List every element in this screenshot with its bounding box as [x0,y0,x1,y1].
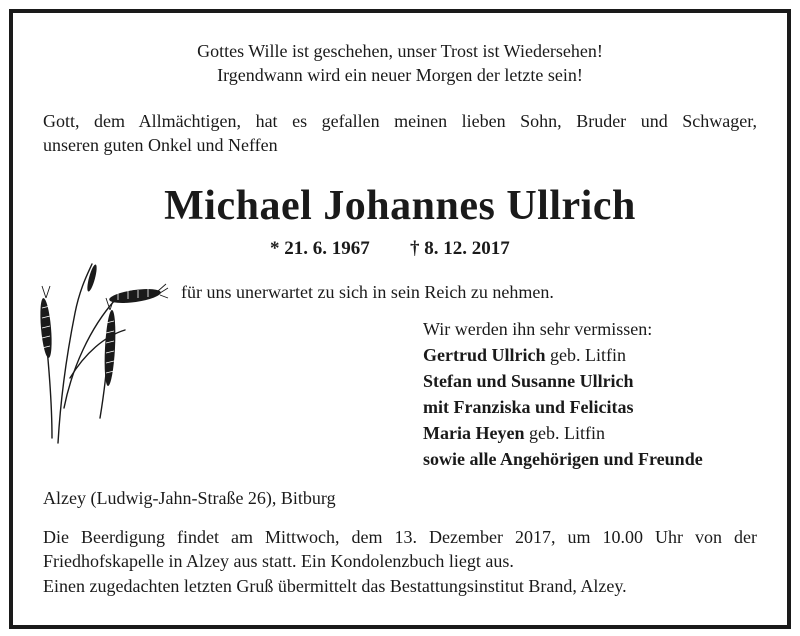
address: Alzey (Ludwig-Jahn-Straße 26), Bitburg [43,488,336,508]
intro-line-1: Gott, dem Allmächtigen, hat es gefallen meinen lieben Sohn, Bruder und Schwager, [43,111,757,131]
mourner-maria [423,422,605,444]
intro-line-2: unseren guten Onkel und Neffen [43,135,278,155]
mourner-relatives: sowie alle Angehörigen und Freunde [423,449,703,469]
mourner-gertrud [423,344,626,366]
motto-line-1: Gottes Wille ist geschehen, unser Trost ist Wiedersehen! [197,41,603,61]
mourners-heading: Wir werden ihn sehr vermissen: [423,319,653,339]
mourner-children: mit Franziska und Felicitas [423,397,634,417]
funeral-line-3: Einen zugedachten letzten Gruß übermittelt das Bestattungsinstitut Brand, Alzey. [43,576,627,596]
mourner-gertrud-name: Gertrud Ullrich [423,345,546,365]
motto-line-2: Irgendwann wird ein neuer Morgen der letzte sein! [217,65,583,85]
death-date: † 8. 12. 2017 [410,238,510,259]
taken-text: für uns unerwartet zu sich in sein Reich zu nehmen. [181,282,554,302]
birth-date: * 21. 6. 1967 [270,238,370,259]
funeral-line-2: Friedhofskapelle in Alzey aus statt. Ein Kondolenzbuch liegt aus. [43,551,514,571]
mourner-maria-suffix: geb. Litfin [524,423,605,443]
funeral-line-1: Die Beerdigung findet am Mittwoch, dem 13. Dezember 2017, um 10.00 Uhr von der [43,527,757,547]
mourner-maria-name: Maria Heyen [423,423,525,443]
deceased-name: Michael Johannes Ullrich [164,183,636,229]
mourner-gertrud-suffix: geb. Litfin [545,345,626,365]
wheat-ears-icon [30,258,170,448]
mourner-stefan: Stefan und Susanne Ullrich [423,371,634,391]
